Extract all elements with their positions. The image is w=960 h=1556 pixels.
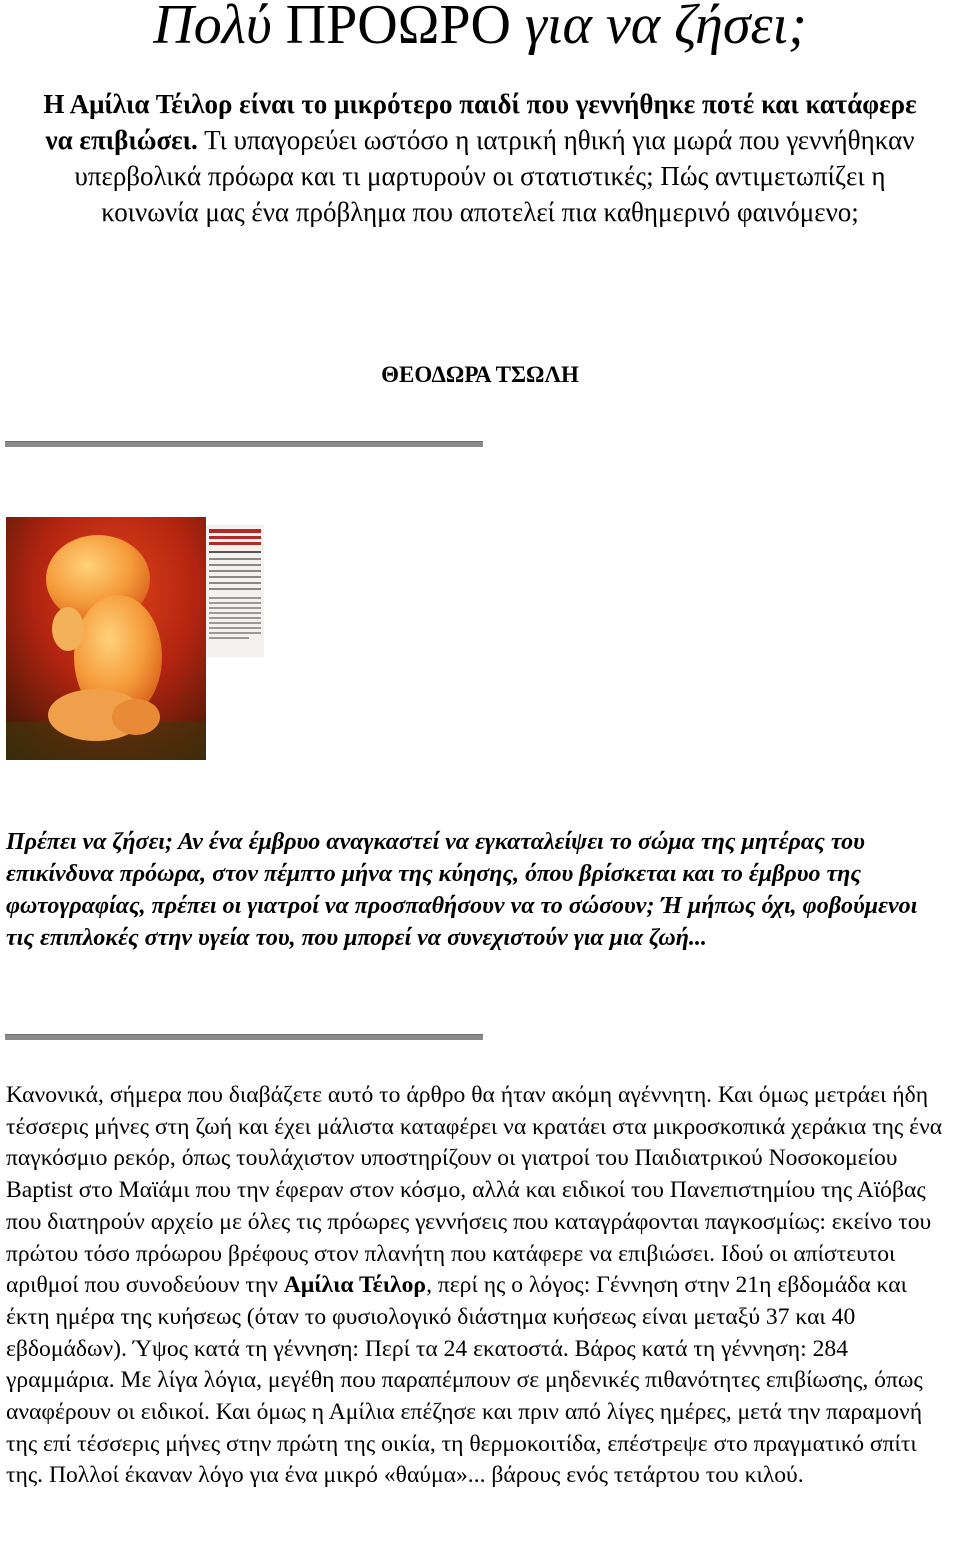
divider-rule [5, 1034, 483, 1040]
title-word-2: ΠΡΟΩΡΟ [285, 0, 511, 56]
photo-caption: Πρέπει να ζήσει; Αν ένα έμβρυο αναγκαστεί να εγκαταλείψει το σώμα της μητέρας του επικίνδυνα πρόωρα, στον πέμπτο μήνα της κύησης, όπου βρίσκεται και το έμβρυο της φωτογραφίας, πρέπει οι γιατροί να προσπαθήσουν να το σώσουν; Ή μήπως όχι, φοβούμενοι τις επιπλοκές στην υγεία του, που μπορεί να συνεχιστούν για μια ζωή... [6, 829, 918, 951]
lead-bold: Η Αμίλια Τέιλορ είναι το μικρότερο παιδί που γεννήθηκε ποτέ και κατάφερε να επιβιώσει. [43, 89, 917, 155]
fetus-photo [6, 517, 264, 760]
article-body [6, 1080, 956, 1492]
body-name-bold: Αμίλια Τέιλορ [283, 1272, 427, 1299]
statistics-table-thumbnail [206, 525, 264, 657]
author-byline: ΘΕΟΔΩΡΑ ΤΣΩΛΗ [381, 362, 579, 387]
divider-rule [5, 441, 483, 447]
article-lead [30, 86, 930, 230]
body-text-1: Κανονικά, σήμερα που διαβάζετε αυτό το άρθρο θα ήταν ακόμη αγέννητη. Και όμως μετράει ήδη τέσσερις μήνες στη ζωή και έχει μάλιστα καταφέρει να κρατάει στα μικροσκοπικά χεράκια της ένα παγκόσμιο ρεκόρ, όπως τουλάχιστον υποστηρίζουν οι γιατροί του Παιδιατρικού Νοσοκομείου Baptist στο Μαϊάμι που την έφεραν στον κόσμο, αλλά και ειδικοί του Πανεπιστημίου της Αϊόβας που διατηρούν αρχείο με όλες τις πρόωρες γεννήσεις που καταγράφονται παγκοσμίως: εκείνο του πρώτου τόσο πρόωρου βρέφους στον πλανήτη που κατάφερε να επιβιώσει. Ιδού οι απίστευτοι αριθμοί που συνοδεύουν την [6, 1082, 943, 1299]
title-word-3: για να ζήσει; [524, 0, 807, 56]
body-text-2: , περί ης ο λόγος: Γέννηση στην 21η εβδομάδα και έκτη ημέρα της κυήσεως (όταν το φυσιολογικό διάστημα κυήσεως είναι μεταξύ 37 και 40 εβδομάδων). Ύψος κατά τη γέννηση: Περί τα 24 εκατοστά. Βάρος κατά τη γέννηση: 284 γραμμάρια. Με λίγα λόγια, μεγέθη που παραπέμπουν σε μηδενικές πιθανότητες επιβίωσης, όπως αναφέρουν οι ειδικοί. Και όμως η Αμίλια επέζησε και πριν από λίγες ημέρες, μετά την παραμονή της επί τέσσερις μήνες στην πρώτη της οικία, τη θερμοκοιτίδα, επέστρεψε στο πραγματικό σπίτι της. Πολλοί έκαναν λόγο για ένα μικρό «θαύμα»... βάρους ενός τετάρτου του κιλού. [6, 1272, 923, 1489]
title-word-1: Πολύ [153, 0, 272, 56]
article-title [0, 0, 960, 56]
lead-rest: Τι υπαγορεύει ωστόσο η ιατρική ηθική για μωρά που γεννήθηκαν υπερβολικά πρόωρα και τι μαρτυρούν οι στατιστικές; Πώς αντιμετωπίζει η κοινωνία μας ένα πρόβλημα που αποτελεί πια καθημερινό φαινόμενο; [74, 125, 915, 227]
